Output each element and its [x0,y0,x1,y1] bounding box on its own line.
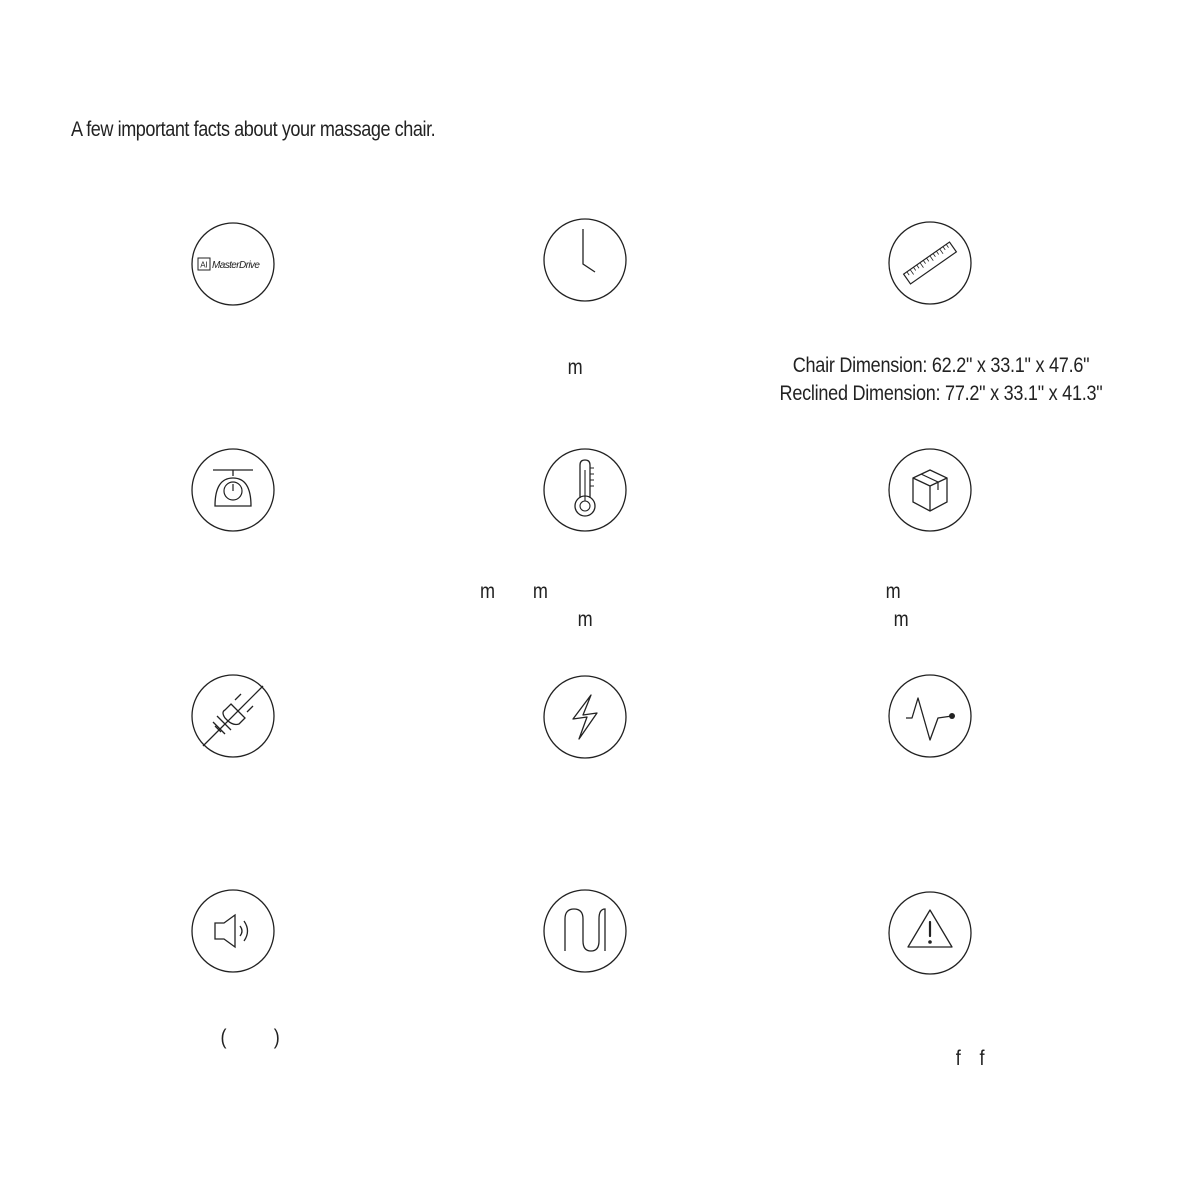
lightning-icon [543,675,627,759]
clock-icon [543,218,627,302]
scale-icon [191,448,275,532]
warning-caption-line-1: f f [955,1047,985,1070]
plug-icon [191,674,275,758]
warning-icon [888,891,972,975]
page-intro: A few important facts about your massage chair. [71,118,436,141]
ruler-caption-line-2: Reclined Dimension: 77.2" x 33.1" x 41.3" [779,382,1103,405]
package-caption-line-1: m [885,580,901,603]
zigzag-wave-icon [543,889,627,973]
speaker-caption-line-1: ( ) [220,1026,280,1049]
clock-caption-line-1: m [567,356,583,379]
masterdrive-logo-icon [191,222,275,306]
logo-brand-text: MasterDrive [212,260,260,271]
thermometer-icon [543,448,627,532]
pulse-icon [888,674,972,758]
speaker-icon [191,889,275,973]
package-box-icon [888,448,972,532]
ruler-caption-line-1: Chair Dimension: 62.2" x 33.1" x 47.6" [792,354,1090,377]
thermometer-caption-line-1: m m [480,580,548,603]
thermometer-caption-line-2: m [577,608,593,631]
ruler-icon [888,221,972,305]
logo-badge-text: AI [200,260,208,270]
package-caption-line-2: m [893,608,909,631]
